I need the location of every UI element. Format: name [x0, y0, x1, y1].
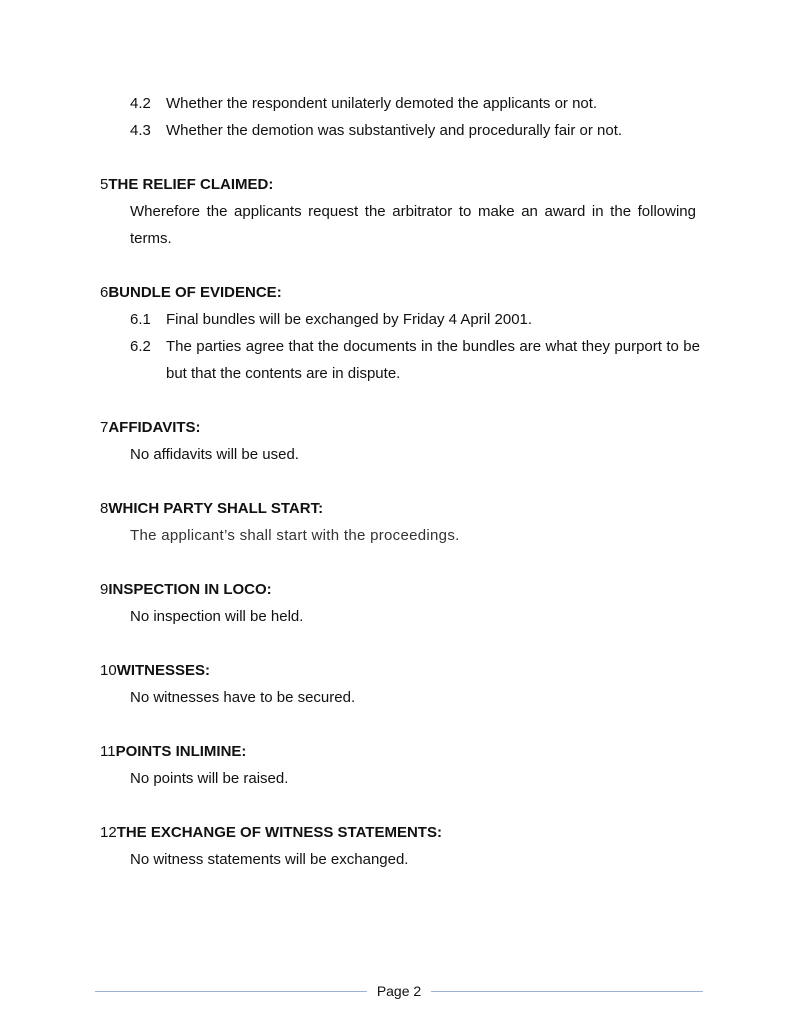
section-10 — [0, 657, 800, 711]
page-number: Page 2 — [376, 983, 422, 999]
section-9 — [0, 576, 800, 630]
subitem-number: 4.3 — [130, 122, 151, 139]
section-body: No witness statements will be exchanged. — [130, 851, 409, 868]
subitem-text: Final bundles will be exchanged by Friday 4 April 2001. — [166, 311, 533, 328]
section-heading-row — [0, 738, 800, 765]
section-number: 7 — [100, 419, 109, 436]
subitem-6-1 — [130, 306, 700, 333]
section-heading: BUNDLE OF EVIDENCE: — [108, 284, 282, 301]
section-7 — [0, 414, 800, 468]
section-body: No witnesses have to be secured. — [130, 689, 356, 706]
subitem-number: 6.2 — [130, 338, 151, 355]
section-heading-row — [0, 576, 800, 603]
section-heading: AFFIDAVITS: — [108, 419, 201, 436]
section-number: 11 — [100, 743, 116, 760]
section-body: No points will be raised. — [130, 770, 289, 787]
section-heading: POINTS INLIMINE: — [115, 743, 247, 760]
section-heading-row — [0, 819, 800, 846]
subitem-text: The parties agree that the documents in the bundles are what they purport to be but that the contents are in dispute. — [166, 338, 700, 382]
section-number: 5 — [100, 176, 109, 193]
subitem-text: Whether the respondent unilaterly demoted the applicants or not. — [166, 95, 598, 112]
section-number: 6 — [100, 284, 109, 301]
section-heading-row — [0, 495, 800, 522]
section-heading-row — [0, 657, 800, 684]
section-heading: THE EXCHANGE OF WITNESS STATEMENTS: — [116, 824, 442, 841]
subitem-text: Whether the demotion was substantively and procedurally fair or not. — [166, 122, 623, 139]
section-heading-row — [0, 414, 800, 441]
section-number: 8 — [100, 500, 109, 517]
section-body: No affidavits will be used. — [130, 446, 299, 463]
section-subitems — [130, 306, 800, 387]
section-heading: INSPECTION IN LOCO: — [108, 581, 272, 598]
section-8 — [0, 495, 800, 549]
footer-rule-left — [95, 991, 367, 992]
section-11 — [0, 738, 800, 792]
section-heading-row — [0, 279, 800, 306]
section-5 — [0, 171, 800, 252]
subitem-4-3 — [130, 117, 700, 144]
section-body: The applicant’s shall start with the proceedings. — [130, 527, 460, 544]
section-number: 12 — [100, 824, 117, 841]
section-heading: THE RELIEF CLAIMED: — [108, 176, 274, 193]
section-number: 10 — [100, 662, 117, 679]
section-heading: WHICH PARTY SHALL START: — [108, 500, 324, 517]
section-body: Wherefore the applicants request the arbitrator to make an award in the following terms. — [130, 203, 696, 247]
section-12 — [0, 819, 800, 873]
section-heading-row — [0, 171, 800, 198]
section-4-continued — [130, 90, 800, 144]
subitem-number: 4.2 — [130, 95, 151, 112]
document-content — [0, 90, 800, 873]
section-heading: WITNESSES: — [116, 662, 211, 679]
section-number: 9 — [100, 581, 109, 598]
subitem-4-2 — [130, 90, 700, 117]
section-6 — [0, 279, 800, 387]
subitem-number: 6.1 — [130, 311, 151, 328]
page-footer — [95, 978, 703, 1005]
section-body: No inspection will be held. — [130, 608, 304, 625]
subitem-6-2 — [130, 333, 700, 387]
footer-rule-right — [431, 991, 703, 992]
